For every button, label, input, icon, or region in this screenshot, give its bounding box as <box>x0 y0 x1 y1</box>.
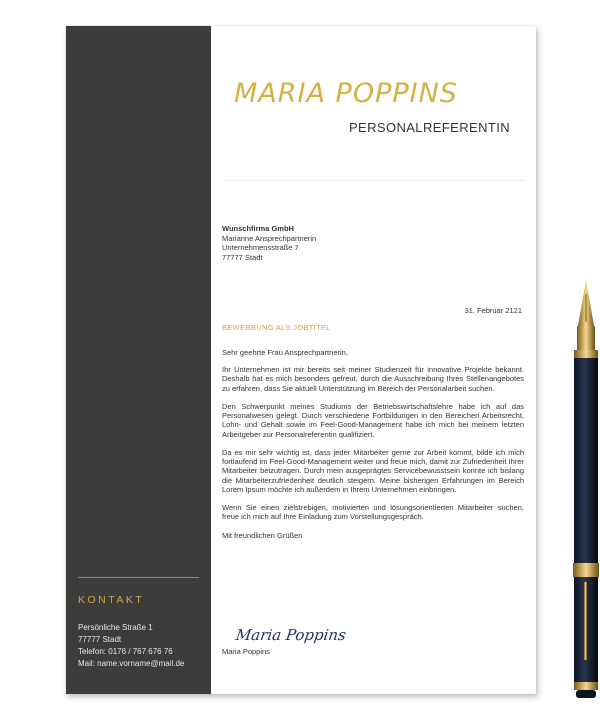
letter-subject: BEWERBUNG ALS JOBTITEL <box>222 323 331 332</box>
recipient-city: 77777 Stadt <box>222 252 263 262</box>
sidebar-divider <box>78 577 199 578</box>
paragraph: Da es mir sehr wichtig ist, dass jeder Mitarbeiter gerne zur Arbeit kommt, bilde ich mich fortlaufend im Feel-Good-Management weiter und freue mich, damit zur Zufriedenheit Ihrer Mitarbeiter beizutragen. Durch mein ausgeprägtes Servicebewusstsein konnte ich bislang die Mitarbeiterzufriedenheit deutlich steigern. Meine bisherigen Erfahrungen im Bereich Lorem Ipsum möchte ich außerdem in Ihrem Unternehmen einbringen. <box>222 448 524 494</box>
salutation: Sehr geehrte Frau Ansprechpartnerin, <box>222 348 348 357</box>
fountain-pen-icon <box>566 276 600 706</box>
cover-letter-page <box>66 26 536 694</box>
contact-phone: Telefon: 0176 / 767 676 76 <box>78 647 173 656</box>
contact-block <box>78 622 184 670</box>
letter-body <box>222 348 524 549</box>
paragraph: Ihr Unternehmen ist mir bereits seit meiner Studienzeit für innovative Projekte bekannt. Deshalb hat es mich besonders gefreut, durch die Ausschreibung Ihres Stellenangebotes zu erfahren, dass Sie aktuell Unterstützung im Bereich der Personalarbeit suchen. <box>222 365 524 393</box>
recipient-company: Wunschfirma GmbH <box>222 224 294 233</box>
contact-address: Persönliche Straße 1 <box>78 623 153 632</box>
contact-city: 77777 Stadt <box>78 635 122 644</box>
closing: Mit freundlichen Grüßen <box>222 530 303 540</box>
handwritten-signature: Maria Poppins <box>234 626 348 644</box>
recipient-contact: Marianne Ansprechpartnerin <box>222 233 317 243</box>
letter-date: 31. Februar 2121 <box>464 306 522 315</box>
sidebar <box>66 26 211 694</box>
recipient-address <box>222 224 316 262</box>
recipient-street: Unternehmensstraße 7 <box>222 243 299 252</box>
contact-mail: Mail: name.vorname@mail.de <box>78 659 185 668</box>
job-title: PERSONALREFERENTIN <box>348 120 510 135</box>
paragraph: Wenn Sie einen zielstrebigen, motivierten und lösungsorientierten Mitarbeiter suchen, freue ich mich auf Ihre Einladung zum Vorstellungsgespräch. <box>222 503 524 522</box>
signed-name: Maria Poppins <box>222 647 270 656</box>
header-divider <box>224 180 524 181</box>
contact-heading: KONTAKT <box>78 594 145 606</box>
paragraph: Den Schwerpunkt meines Studiums der Betriebswirtschaftslehre habe ich auf das Personalwesen gelegt. Durch verschiedene Fortbildungen in den Bereichen Arbeitsrecht, Lohn- und Gehalt sowie im Feel-Good-Management habe ich mich bei meinem letzten Arbeitgeber zur Personalreferentin qualifiziert. <box>222 402 524 439</box>
applicant-name: MARIA POPPINS <box>234 78 458 109</box>
